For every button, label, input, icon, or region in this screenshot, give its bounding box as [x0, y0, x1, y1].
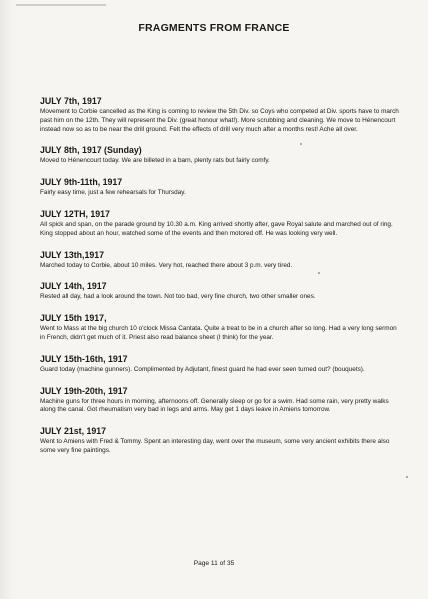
scan-speck: [406, 476, 408, 478]
entry-text: Went to Mass at the big church 10 o'clock Missa Cantata. Quite a treat to be in a church after so long. Had a very long sermon in French, didn't get much of it. Priest also read balance sheet (I think) for the year.: [40, 325, 397, 341]
entry-text: Movement to Corbie cancelled as the King is coming to review the 5th Div. so Coys who competed at Div. sports have to march past him on the 12th. They will represent the Div. (great honour what!). More scrubbing and cleaning. We move to Hénencourt instead now so as to be near the drill ground. Felt the effects of drill very much after a months rest! Ache all over.: [40, 108, 399, 133]
entry-date: JULY 14th, 1917: [40, 281, 107, 292]
diary-entry: [40, 426, 400, 456]
entry-date: JULY 7th, 1917: [40, 96, 102, 106]
entry-date: JULY 15th-16th, 1917: [40, 353, 128, 364]
entry-date: JULY 21st, 1917: [40, 426, 107, 437]
entry-date: JULY 9th-11th, 1917: [40, 177, 123, 188]
entry-date: JULY 15th 1917,: [40, 313, 107, 324]
scan-artifact: [16, 4, 106, 6]
diary-entries: [40, 96, 400, 467]
entry-date: JULY 13th,1917: [40, 249, 105, 260]
diary-entry: [40, 145, 400, 166]
diary-entry: [40, 281, 400, 302]
diary-entry: [40, 177, 400, 198]
entry-text: Machine guns for three hours in morning, afternoons off. Generally sleep or go for a swim. Had some rain, very pretty walks along the canal. Got rheumatism very bad in legs and arms. May get 1 days leave in Amiens tomorrow.: [40, 397, 389, 414]
entry-text: Went to Amiens with Fred & Tommy. Spent an interesting day, went over the museum, some very ancient exhibits there also some very fine paintings.: [40, 438, 390, 454]
entry-text: Moved to Hénencourt today. We are billeted in a barn, plenty rats but fairly comfy.: [40, 157, 270, 165]
diary-entry: [40, 250, 400, 271]
diary-entry: [40, 313, 400, 343]
entry-text: Guard today (machine gunners). Complimented by Adjutant, finest guard he had ever seen turned out? (bouquets).: [40, 365, 365, 373]
entry-text: Marched today to Corbie, about 10 miles. Very hot, reached there about 3 p.m. very tired.: [40, 261, 293, 269]
page-number: Page 11 of 35: [193, 560, 235, 567]
diary-entry: [40, 96, 400, 134]
diary-entry: [40, 386, 400, 416]
page-title: FRAGMENTS FROM FRANCE: [138, 22, 290, 34]
entry-text: Rested all day, had a look around the town. Not too bad, very fine church, two other smaller ones.: [40, 293, 316, 301]
scan-speck: [318, 272, 320, 274]
entry-text: Fairly easy time, just a few rehearsals for Thursday.: [40, 189, 186, 197]
entry-date: JULY 8th, 1917 (Sunday): [40, 145, 142, 156]
entry-date: JULY 12TH, 1917: [40, 208, 110, 219]
diary-entry: [40, 209, 400, 239]
entry-date: JULY 19th-20th, 1917: [40, 385, 128, 396]
entry-text: All spick and span, on the parade ground by 10.30 a.m. King arrived shortly after, gave Royal salute and marched out of ring. King stopped about an hour, watched some of the events and then motored off. He was looking very well.: [40, 220, 393, 237]
diary-entry: [40, 354, 400, 375]
scan-speck: [300, 143, 302, 145]
